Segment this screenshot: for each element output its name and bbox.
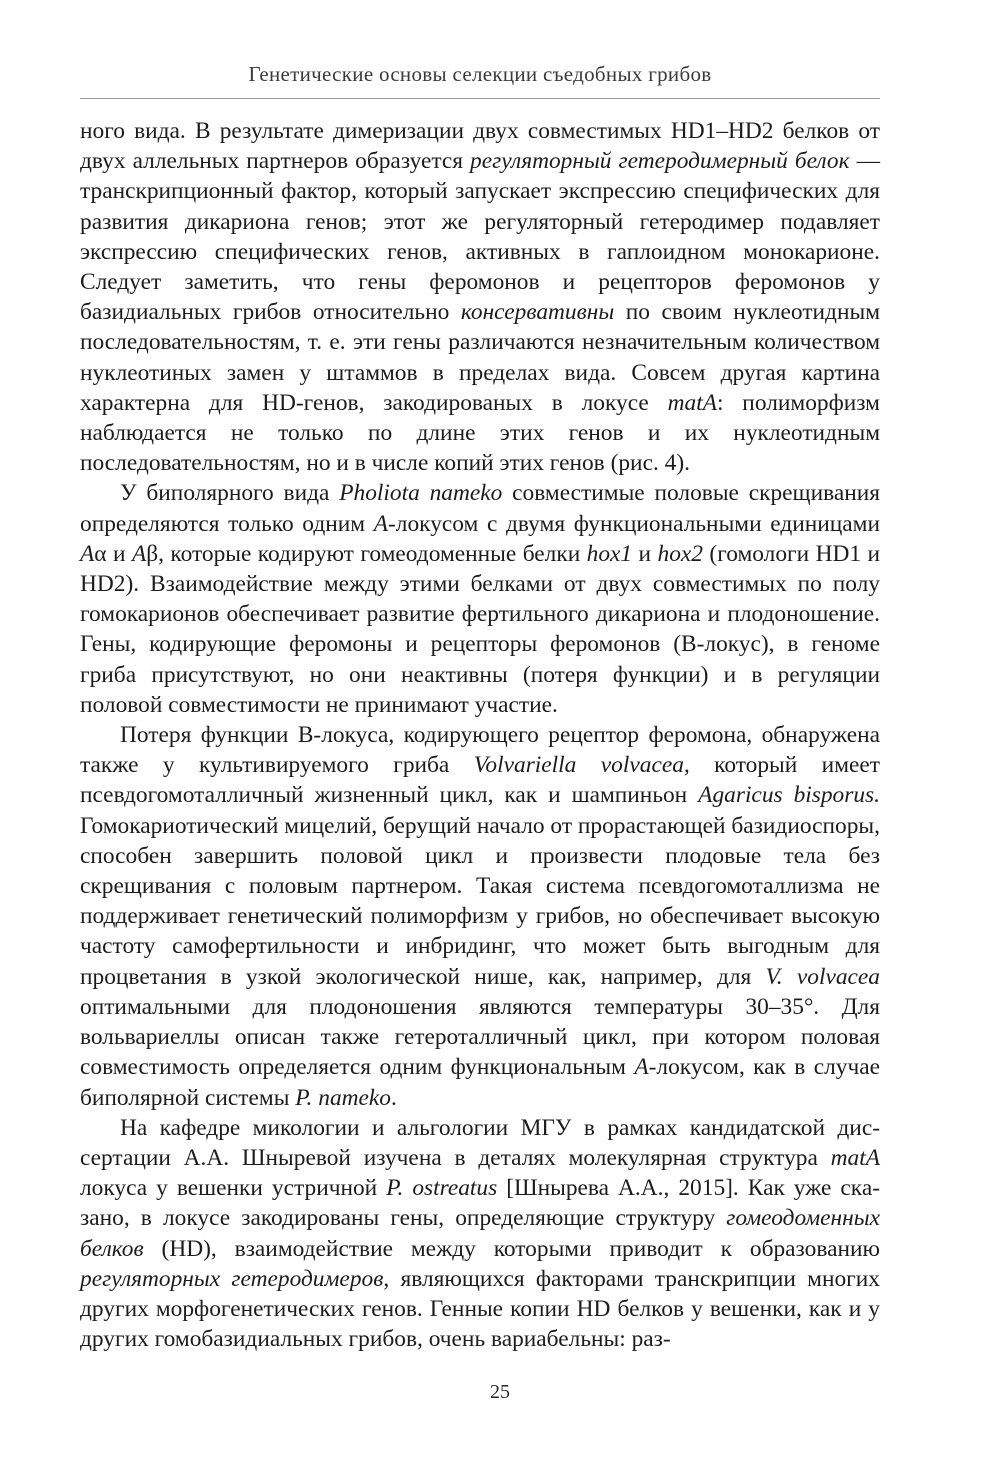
text-run: Гомокариотический мицелий, берущий начало от прорастающей базидиоспоры, способен завершить половой цикл и произвести плодовые тела без скрещивания с половым партнером. Такая система псевдогомоталлизма не поддерживает генетический полиморфизм у грибов, но обеспечивает высокую частоту самофертильности и инбридинг, что может быть выгодным для процветания в узкой экологической нише, как, например, для: [80, 812, 880, 990]
text-run: : полиморфизм наблюдается не только по длине этих генов и их нуклеотидным последовательностям, но и в числе копий этих генов (рис. 4).: [80, 389, 880, 477]
italic-term: P. ostreatus: [386, 1175, 498, 1202]
text-run: и: [632, 540, 658, 567]
text-run: -локусом, как в случае биполярной системы: [80, 1054, 880, 1111]
italic-term: гомеодоменных белков: [80, 1205, 880, 1262]
text-run: У биполярного вида: [120, 480, 340, 507]
italic-term: А: [131, 540, 147, 567]
text-run: .: [391, 1084, 397, 1111]
italic-term: А: [80, 540, 95, 567]
italic-term: А: [373, 510, 389, 537]
header-divider: [80, 98, 880, 99]
italic-term: V. volvacea: [765, 963, 880, 990]
text-run: (HD), взаимодействие между которыми приводит к образованию: [143, 1235, 880, 1262]
text-run: -локусом с двумя функциональными единицами: [388, 510, 881, 537]
italic-term: hox1: [586, 540, 633, 567]
italic-term: matA: [830, 1144, 880, 1171]
text-run: На кафедре микологии и альгологии МГУ в рамках кандидатской диссертации А.А. Шныревой изучена в деталях молекулярная структура: [80, 1114, 880, 1171]
text-run: совместимые половые скрещивания определяются только одним: [80, 480, 880, 537]
running-header: Генетические основы селекции съедобных грибов: [248, 62, 712, 86]
italic-term: Pholiota nameko: [339, 480, 503, 507]
italic-term: matA: [667, 389, 717, 416]
paragraph: [80, 1113, 880, 1355]
italic-term: Agaricus bisporus.: [698, 782, 880, 809]
italic-term: консервативны: [460, 299, 615, 326]
paragraph: [80, 720, 880, 1113]
text-run: , являющихся факторами транскрипции многих других морфогенетических генов. Генные копии HD белков у вешенки, как и у других гомобазидиальных грибов, очень вариабельны: раз-: [80, 1265, 880, 1353]
italic-term: P. nameko: [295, 1084, 391, 1111]
paragraph: [80, 478, 880, 720]
text-run: [Шнырева А.А., 2015]. Как уже сказано, в локусе закодированы гены, определяющие структуру: [80, 1175, 880, 1232]
italic-term: Volvariella volvacea,: [473, 752, 690, 779]
text-run: локуса у вешенки устричной: [80, 1175, 387, 1202]
text-run: который имеет псевдогомоталличный жизненный цикл, как и шампиньон: [80, 752, 880, 809]
text-run: (гомологи HD1 и HD2). Взаимодействие между этими белками от двух совместимых по полу гомокарионов обеспечивает развитие фертильного дикариона и плодоношение. Гены, кодирующие феромоны и рецепторы феромонов (В-локус), в геноме гриба присутствуют, но они неактивны (потеря функции) и в регуляции половой совместимости не принимают участие.: [80, 540, 880, 718]
text-run: β, которые кодируют гомеодоменные белки: [146, 540, 587, 567]
text-run: — транскрипционный фактор, который запускает экспрессию специфических для развития дикариона генов; этот же регуляторный гетеродимер подавляет экспрессию специфических генов, активных в гаплоидном монокарионе. Следует заметить, что гены феромонов и рецепторов феромонов у базидиальных грибов относительно: [80, 148, 880, 326]
italic-term: регуляторный гетеродимерный белок: [470, 148, 850, 175]
text-run: Потеря функции В-локуса, кодирующего рецептор феромона, обнаружена также у культивируемого гриба: [80, 722, 880, 779]
text-run: оптимальными для плодоношения являются температуры 30–35°. Для вольвариеллы описан также гетероталличный цикл, при котором половая совместимость определяется одним функциональным: [80, 993, 880, 1081]
paragraph: [80, 116, 880, 478]
page-number: 25: [490, 1381, 510, 1403]
body-text: [80, 116, 880, 1354]
italic-term: hox2: [657, 540, 703, 567]
italic-term: А: [634, 1054, 649, 1081]
italic-term: регуляторных гетеродимеров: [80, 1265, 384, 1292]
text-run: ного вида. В результате димеризации двух совместимых HD1–HD2 белков от двух аллельных партнеров образуется: [80, 118, 880, 175]
text-run: по своим нуклеотидным последовательностям, т. е. эти гены различаются незначительным количеством нуклеотиных замен у штаммов в пределах вида. Совсем другая картина характерна для HD-генов, закодированых в локусе: [80, 299, 880, 416]
text-run: α и: [94, 540, 132, 567]
